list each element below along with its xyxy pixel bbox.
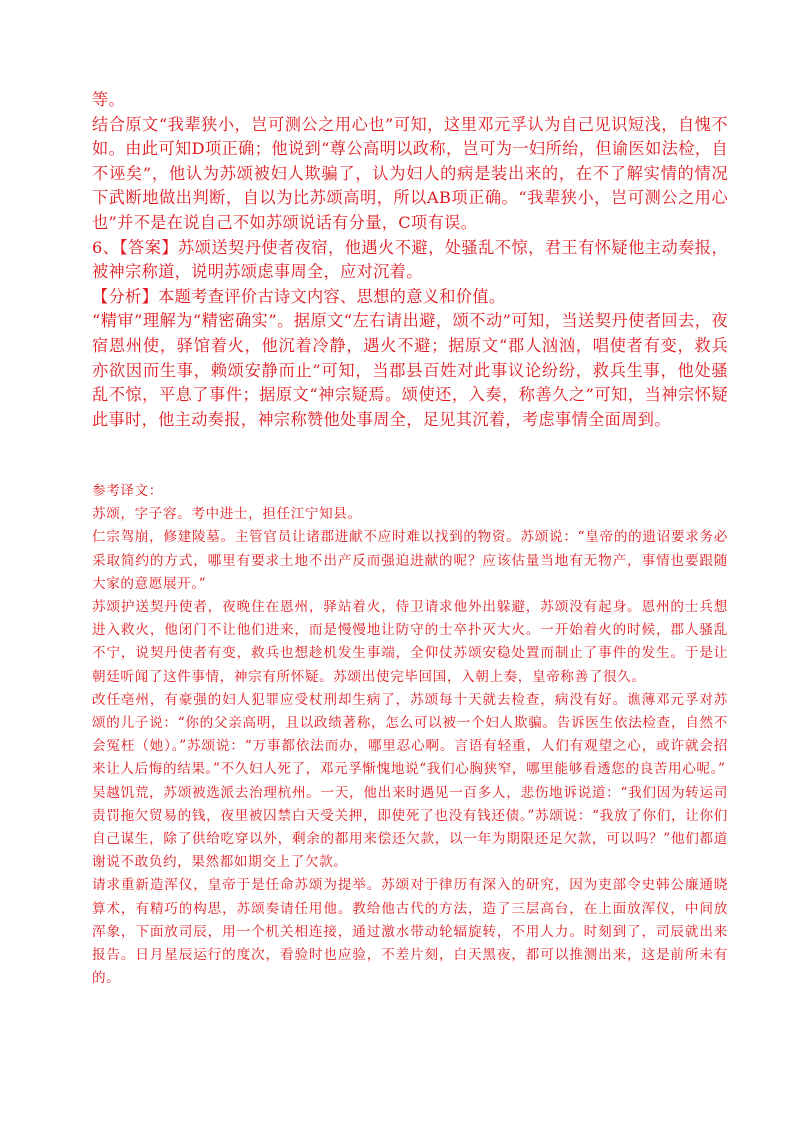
analysis-6-paragraph: “精审”理解为“精密确实”。据原文“左右请出避，颂不动”可知，当送契丹使者回去，夜宿恩州使，驿馆着火，他沉着冷静，遇火不避；据原文“郡人汹汹，唱使者有变，救兵亦欲因而生事，赖颂安静而止”可知，当郡县百姓对此事议论纷纷，救兵生事，他处骚乱不惊，平息了事件；据原文“神宗疑焉。颂使还，入奏，称善久之”可知，当神宗怀疑此事时，他主动奏报，神宗称赞他处事周全，足见其沉着，考虑事情全面周到。 [92,311,728,429]
reference-translation-heading: 参考译文： [92,483,163,499]
translation-paragraph-1: 苏颂，字子容。考中进士，担任江宁知县。 [92,506,362,523]
continuation-text: 等。 [92,90,126,109]
reference-translation-section [92,480,728,990]
translation-paragraph-6: 请求重新造浑仪，皇帝于是任命苏颂为提举。苏颂对于律历有深入的研究，因为吏部令史韩公廉通晓算术，有精巧的构思，苏颂奏请任用他。教给他古代的方法，造了三层高台，在上面放浑仪，中间放浑象，下面放司辰，用一个机关相连接，通过激水带动轮辐旋转，不用人力。时刻到了，司辰就出来报告。日月星辰运行的度次，看验时也应验，不差片刻，白天黑夜，都可以推测出来，这是前所未有的。 [92,877,728,987]
translation-paragraph-3: 苏颂护送契丹使者，夜晚住在恩州，驿站着火，侍卫请求他外出躲避，苏颂没有起身。恩州的士兵想进入救火，他闭门不让他们进来，而是慢慢地让防守的士卒扑灭大火。一开始着火的时候，郡人骚乱不宁，说契丹使者有变，救兵也想趁机发生事端，全仰仗苏颂安稳处置而制止了事件的发生。于是让朝廷听闻了这件事情，神宗有所怀疑。苏颂出使完毕回国，入朝上奏，皇帝称善了很久。 [92,599,728,685]
translation-paragraph-2: 仁宗驾崩，修建陵墓。主管官员让诸郡进献不应时难以找到的物资。苏颂说：“皇帝的的遗诏要求务必采取简约的方式，哪里有要求土地不出产反而强迫进献的呢？应该估量当地有无物产，事情也要跟随大家的意愿展开。” [92,529,728,592]
analysis-6-heading: 【分析】本题考查评价古诗文内容、思想的意义和价值。 [92,286,506,306]
answer-6-paragraph: 6、【答案】苏颂送契丹使者夜宿，他遇火不避，处骚乱不惊，君王有怀疑他主动奏报，被神宗称道，说明苏颂虑事周全，应对沉着。 [92,237,728,282]
answer-analysis-section [92,88,728,432]
translation-paragraph-4: 改任亳州，有豪强的妇人犯罪应受杖刑却生病了，苏颂每十天就去检查，病没有好。谯薄邓元孚对苏颂的儿子说：“你的父亲高明，且以政绩著称，怎么可以被一个妇人欺骗。告诉医生依法检查，自然不会冤枉（她）。”苏颂说：“万事都依法而办，哪里忍心啊。言语有轻重，人们有观望之心，或许就会招来让人后悔的结果。”不久妇人死了，邓元孚惭愧地说“我们心胸狭窄，哪里能够看透您的良苦用心呢。” [92,691,728,778]
analysis-paragraph-options: 结合原文“我辈狭小，岂可测公之用心也”可知，这里邓元孚认为自己见识短浅，自愧不如。由此可知D项正确；他说到“尊公高明以政称，岂可为一妇所绐，但谕医如法检，自不诬矣”，他认为苏颂被妇人欺骗了，认为妇人的病是装出来的，在不了解实情的情况下武断地做出判断，自以为比苏颂高明，所以AB项正确。“我辈狭小，岂可测公之用心也”并不是在说自己不如苏颂说话有分量，C项有误。 [92,114,728,232]
translation-paragraph-5: 吴越饥荒，苏颂被选派去治理杭州。一天，他出来时遇见一百多人，悲伤地诉说道：“我们因为转运司责罚拖欠贸易的钱，夜里被囚禁白天受关押，即使死了也没有钱还债。”苏颂说：“我放了你们，让你们自己谋生，除了供给吃穿以外，剩余的都用来偿还欠款，以一年为期限还足欠款，可以吗？”他们都道谢说不敢负约，果然都如期交上了欠款。 [92,784,728,871]
